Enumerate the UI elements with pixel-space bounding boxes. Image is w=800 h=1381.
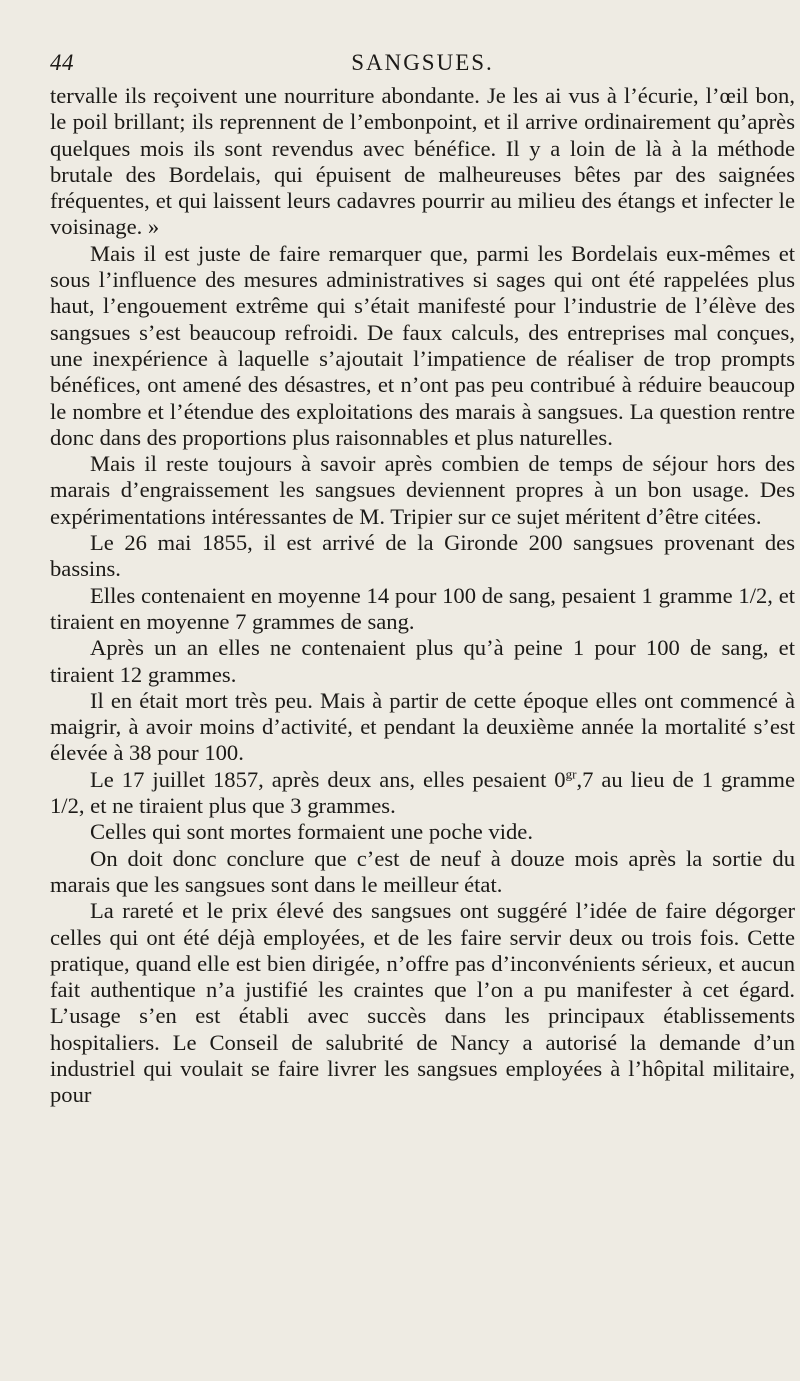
paragraph-2: Mais il est juste de faire remarquer que, parmi les Bordelais eux-mêmes et sous l’influence des mesures administratives si sages qui ont été rappelées plus haut, l’engouement extrême qui s’était manifesté pour l’industrie de l’élève des sangsues s’est beaucoup refroidi. De faux calculs, des entreprises mal conçues, une inexpérience à laquelle s’ajoutait l’impatience de réaliser de trop prompts bénéfices, ont amené des désastres, et n’ont pas peu contribué à réduire beaucoup le nombre et l’étendue des exploitations des marais à sangsues. La question rentre donc dans des proportions plus raisonnables et plus naturelles.	[50, 240, 795, 450]
paragraph-11: La rareté et le prix élevé des sangsues ont suggéré l’idée de faire dégorger celles qui ont été déjà employées, et de les faire servir deux ou trois fois. Cette pratique, quand elle est bien dirigée, n’offre pas d’inconvénients sérieux, et aucun fait authentique n’a justifié les craintes que l’on a pu manifester à cet égard. L’usage s’en est établi avec succès dans les principaux établissements hospitaliers. Le Conseil de salubrité de Nancy a autorisé la demande d’un industriel qui voulait se faire livrer les sangsues employées à l’hôpital militaire, pour	[50, 898, 795, 1108]
paragraph-8-start: Le 17 juillet 1857, après deux ans, elles pesaient 0	[90, 766, 566, 792]
paragraph-7: Il en était mort très peu. Mais à partir de cette époque elles ont commencé à maigrir, à avoir moins d’activité, et pendant la deuxième année la mortalité s’est élevée à 38 pour 100.	[50, 687, 795, 766]
gram-abbreviation: gr	[565, 766, 577, 782]
paragraph-8-end: ,7 au lieu de 1 gramme 1/2, et ne tiraient plus que 3 grammes.	[50, 766, 795, 819]
paragraph-5: Elles contenaient en moyenne 14 pour 100 de sang, pesaient 1 gramme 1/2, et tiraient en moyenne 7 grammes de sang.	[50, 582, 795, 634]
page-header	[50, 48, 795, 80]
body-text	[50, 83, 795, 1109]
paragraph-9: Celles qui sont mortes formaient une poche vide.	[90, 819, 533, 845]
paragraph-1: tervalle ils reçoivent une nourriture abondante. Je les ai vus à l’écurie, l’œil bon, le poil brillant; ils reprennent de l’embonpoint, et il arrive ordinairement qu’après quelques mois ils sont revendus avec bénéfice. Il y a loin de là à la méthode brutale des Bordelais, qui épuisent de malheureuses bêtes par des saignées fréquentes, et qui laissent leurs cadavres pourrir au milieu des étangs et infecter le voisinage. »	[50, 83, 795, 240]
page-number: 44	[50, 50, 74, 75]
running-head: SANGSUES.	[351, 50, 494, 75]
paragraph-10: On doit donc conclure que c’est de neuf à douze mois après la sortie du marais que les sangsues sont dans le meilleur état.	[50, 845, 795, 897]
paragraph-3: Mais il reste toujours à savoir après combien de temps de séjour hors des marais d’engraissement les sangsues deviennent propres à un bon usage. Des expérimentations intéressantes de M. Tripier sur ce sujet méritent d’être citées.	[50, 451, 795, 529]
paragraph-6: Après un an elles ne contenaient plus qu’à peine 1 pour 100 de sang, et tiraient 12 grammes.	[50, 635, 795, 687]
paragraph-4: Le 26 mai 1855, il est arrivé de la Gironde 200 sangsues provenant des bassins.	[50, 530, 795, 582]
paragraph-8	[50, 767, 795, 820]
